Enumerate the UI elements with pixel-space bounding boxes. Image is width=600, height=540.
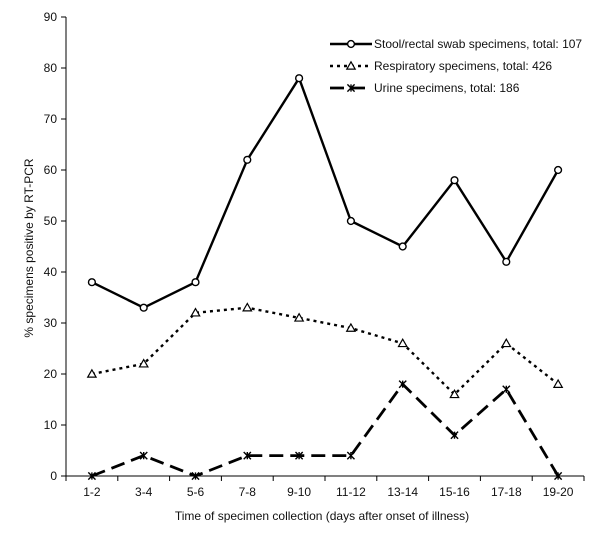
data-point <box>192 279 199 286</box>
y-tick-label: 90 <box>43 10 57 24</box>
y-tick-label: 60 <box>43 163 57 177</box>
x-axis-label: Time of specimen collection (days after onset of illness) <box>174 509 470 523</box>
data-point <box>503 386 510 393</box>
data-point <box>296 75 303 82</box>
data-point <box>451 432 458 439</box>
y-tick-label: 10 <box>43 418 57 432</box>
series-triangle <box>88 304 563 398</box>
data-point <box>554 380 562 387</box>
data-point <box>399 243 406 250</box>
legend <box>330 37 582 95</box>
series-line <box>92 308 558 395</box>
x-tick-label: 19-20 <box>542 485 574 499</box>
y-tick-label: 80 <box>43 61 57 75</box>
y-tick-label: 0 <box>50 469 57 483</box>
data-point <box>244 156 251 163</box>
series-line <box>92 78 558 308</box>
data-point <box>399 381 406 388</box>
y-tick-label: 20 <box>43 367 57 381</box>
x-tick-label: 11-12 <box>335 485 366 499</box>
series-circle <box>89 75 562 311</box>
legend-label: Stool/rectal swab specimens, total: 107 <box>374 37 583 51</box>
x-tick-label: 3-4 <box>135 485 153 499</box>
series-layer <box>88 75 563 480</box>
data-point <box>243 304 251 311</box>
legend-label: Respiratory specimens, total: 426 <box>374 59 553 73</box>
data-point <box>451 177 458 184</box>
x-tick-label: 9-10 <box>287 485 312 499</box>
y-axis-label: % specimens positive by RT-PCR <box>22 158 36 338</box>
series-x <box>88 381 561 480</box>
data-point <box>348 218 355 225</box>
series-line <box>92 384 558 476</box>
legend-marker <box>348 41 355 48</box>
data-point <box>89 279 96 286</box>
data-point <box>399 339 407 346</box>
x-tick-label: 7-8 <box>238 485 256 499</box>
y-tick-label: 40 <box>43 265 57 279</box>
data-point <box>502 339 510 346</box>
x-tick-label: 15-16 <box>439 485 470 499</box>
data-point <box>140 304 147 311</box>
y-tick-label: 30 <box>43 316 57 330</box>
y-tick-label: 70 <box>43 112 57 126</box>
x-tick-label: 17-18 <box>490 485 522 499</box>
data-point <box>347 452 354 459</box>
legend-label: Urine specimens, total: 186 <box>374 81 520 95</box>
data-point <box>555 167 562 174</box>
x-tick-label: 13-14 <box>387 485 419 499</box>
y-tick-label: 50 <box>43 214 57 228</box>
data-point <box>503 258 510 265</box>
x-tick-label: 5-6 <box>186 485 205 499</box>
x-tick-label: 1-2 <box>83 485 101 499</box>
